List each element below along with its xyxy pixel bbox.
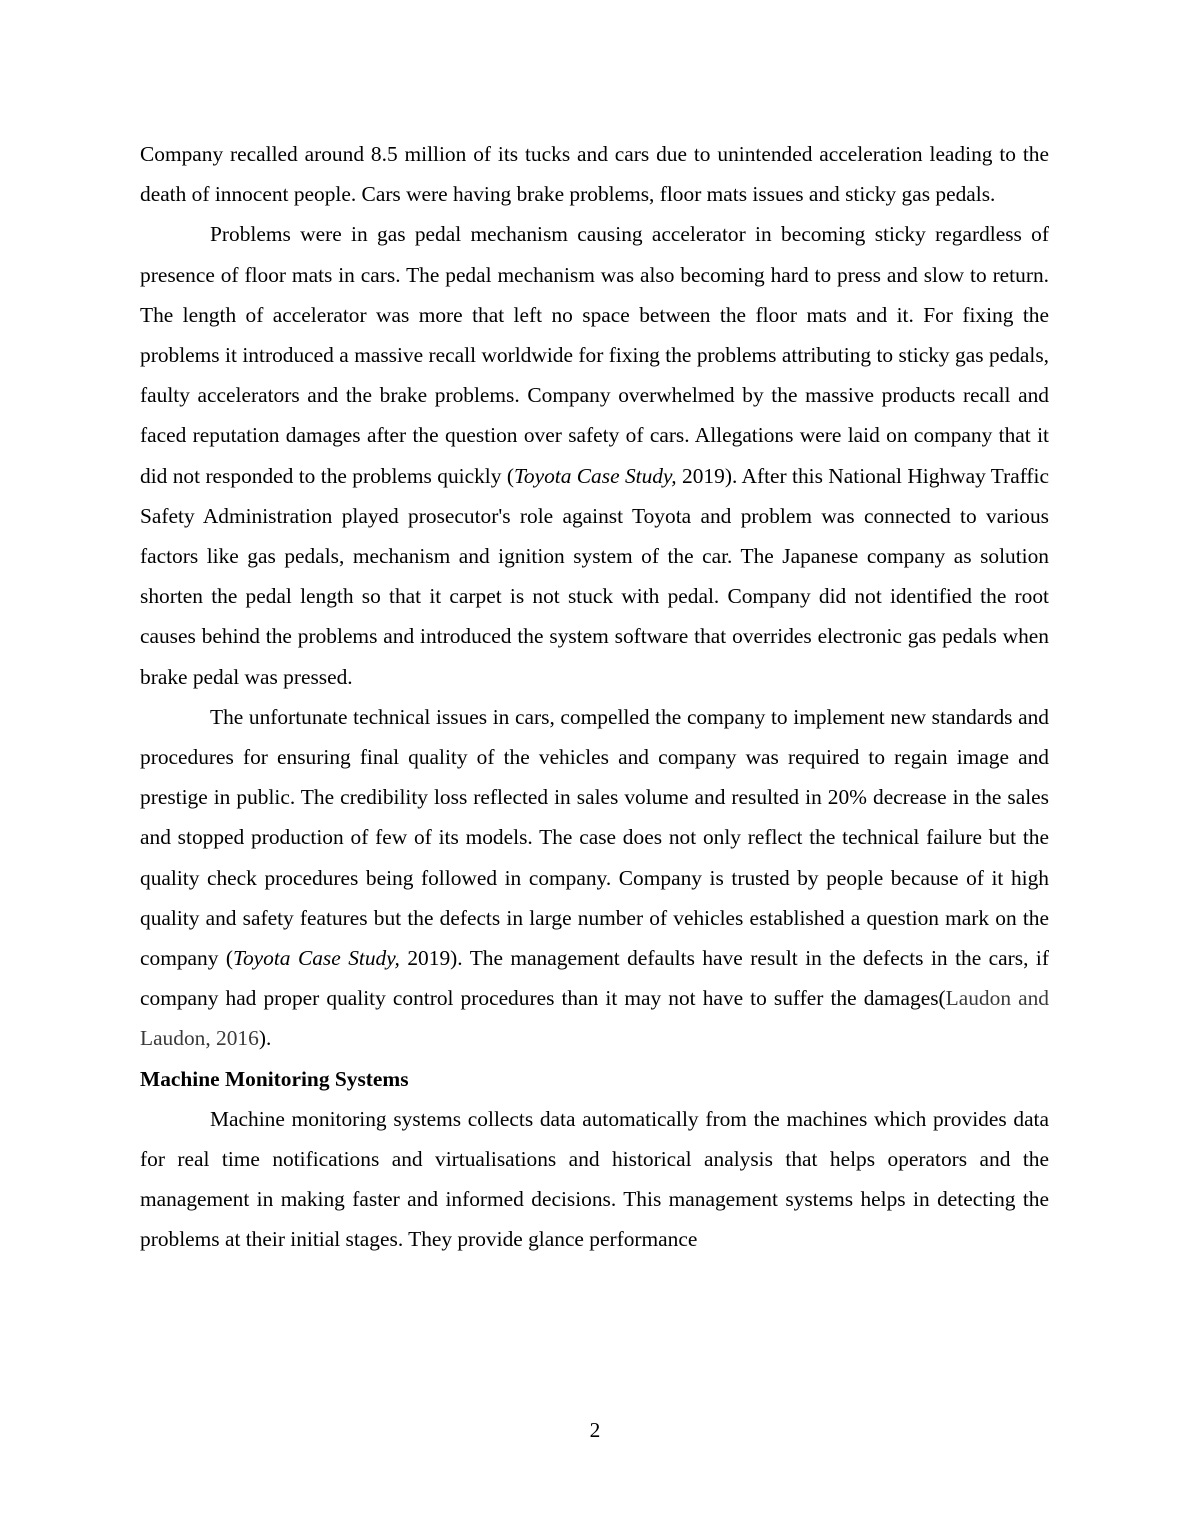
paragraph-text: ). (258, 1026, 272, 1051)
paragraph-recall-summary (140, 134, 1049, 214)
citation-italic: Toyota Case Study, (513, 463, 677, 488)
paragraph-text: Machine monitoring systems collects data automatically from the machines which provides data for real time notifications and virtualisations and historical analysis that helps operators and the management in making faster and informed decisions. This management systems helps in detecting the problems at their initial stages. They provide glance performance (140, 1106, 1049, 1252)
citation-italic: Toyota Case Study, (233, 946, 400, 971)
document-page-body (140, 134, 1049, 1260)
citation-reference: Laudon and Laudon, 2016 (140, 986, 1049, 1051)
paragraph-gas-pedal-problems (140, 214, 1049, 696)
paragraph-machine-monitoring (140, 1099, 1049, 1260)
paragraph-text: Company recalled around 8.5 million of its tucks and cars due to unintended acceleration leading to the death of innocent people. Cars were having brake problems, floor mats issues and sticky gas pedals. (140, 142, 1049, 207)
page-number: 2 (589, 1418, 601, 1442)
paragraph-text: Problems were in gas pedal mechanism causing accelerator in becoming sticky regardless of presence of floor mats in cars. The pedal mechanism was also becoming hard to press and slow to return. The length of accelerator was more that left no space between the floor mats and it. For fixing the problems it introduced a massive recall worldwide for fixing the problems attributing to sticky gas pedals, faulty accelerators and the brake problems. Company overwhelmed by the massive products recall and faced reputation damages after the question over safety of cars. Allegations were laid on company that it did not responded to the problems quickly ( (140, 222, 1049, 488)
paragraph-text: The unfortunate technical issues in cars, compelled the company to implement new standards and procedures for ensuring final quality of the vehicles and company was required to regain image and prestige in public. The credibility loss reflected in sales volume and resulted in 20% decrease in the sales and stopped production of few of its models. The case does not only reflect the technical failure but the quality check procedures being followed in company. Company is trusted by people because of it high quality and safety features but the defects in large number of vehicles established a question mark on the company ( (140, 704, 1049, 971)
paragraph-text: 2019). The management defaults have result in the defects in the cars, if company had proper quality control procedures than it may not have to suffer the damages( (140, 946, 1050, 1011)
paragraph-text: 2019). After this National Highway Traffic Safety Administration played prosecutor's role against Toyota and problem was connected to various factors like gas pedals, mechanism and ignition system of the car. The Japanese company as solution shorten the pedal length so that it carpet is not stuck with pedal. Company did not identified the root causes behind the problems and introduced the system software that overrides electronic gas pedals when brake pedal was pressed. (140, 463, 1049, 689)
paragraph-quality-impact (140, 697, 1049, 1059)
section-heading: Machine Monitoring Systems (140, 1066, 409, 1091)
